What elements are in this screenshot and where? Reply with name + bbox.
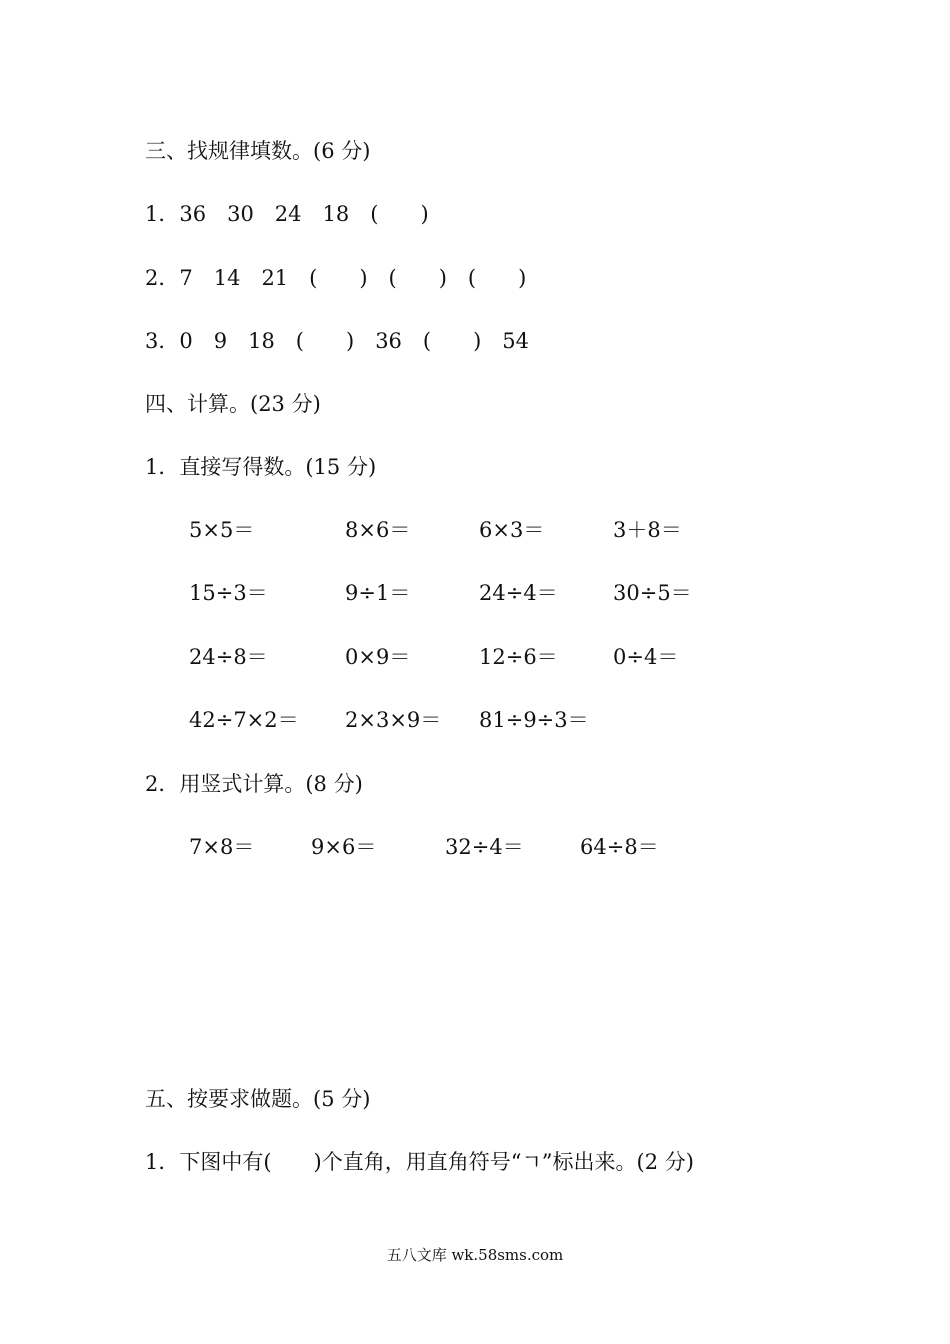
pattern-item-3: 3．0 9 18 ( ) 36 ( ) 54 — [145, 329, 530, 353]
calc-item: 24÷4＝ — [479, 581, 558, 605]
calc-item: 0÷4＝ — [613, 645, 679, 669]
calc-item: 9÷1＝ — [345, 581, 411, 605]
footer-watermark: 五八文库 wk.58sms.com — [386, 1246, 564, 1264]
vertical-calc-item: 64÷8＝ — [580, 835, 659, 859]
calc-item: 42÷7×2＝ — [189, 708, 299, 732]
calc-item: 81÷9÷3＝ — [479, 708, 589, 732]
vertical-calc-item: 32÷4＝ — [445, 835, 524, 859]
section-4-part1-title: 1．直接写得数。(15 分) — [145, 455, 377, 479]
calc-item: 15÷3＝ — [189, 581, 268, 605]
calc-item: 3＋8＝ — [613, 518, 682, 542]
calc-item: 5×5＝ — [189, 518, 255, 542]
calc-item: 24÷8＝ — [189, 645, 268, 669]
calc-item: 30÷5＝ — [613, 581, 692, 605]
section-4-title: 四、计算。(23 分) — [145, 392, 321, 416]
calc-item: 0×9＝ — [345, 645, 411, 669]
calc-item: 12÷6＝ — [479, 645, 558, 669]
pattern-item-2: 2．7 14 21 ( ) ( ) ( ) — [145, 266, 527, 290]
section-4-part2-title: 2．用竖式计算。(8 分) — [145, 772, 363, 796]
calc-item: 6×3＝ — [479, 518, 545, 542]
pattern-item-1: 1．36 30 24 18 ( ) — [145, 202, 429, 226]
section-5-question-1: 1．下图中有( )个直角，用直角符号“ㄱ”标出来。(2 分) — [145, 1150, 694, 1174]
calc-item: 8×6＝ — [345, 518, 411, 542]
section-3-title: 三、找规律填数。(6 分) — [145, 139, 371, 163]
vertical-calc-item: 7×8＝ — [189, 835, 255, 859]
calc-item: 2×3×9＝ — [345, 708, 442, 732]
section-5-title: 五、按要求做题。(5 分) — [145, 1087, 371, 1111]
vertical-calc-item: 9×6＝ — [311, 835, 377, 859]
